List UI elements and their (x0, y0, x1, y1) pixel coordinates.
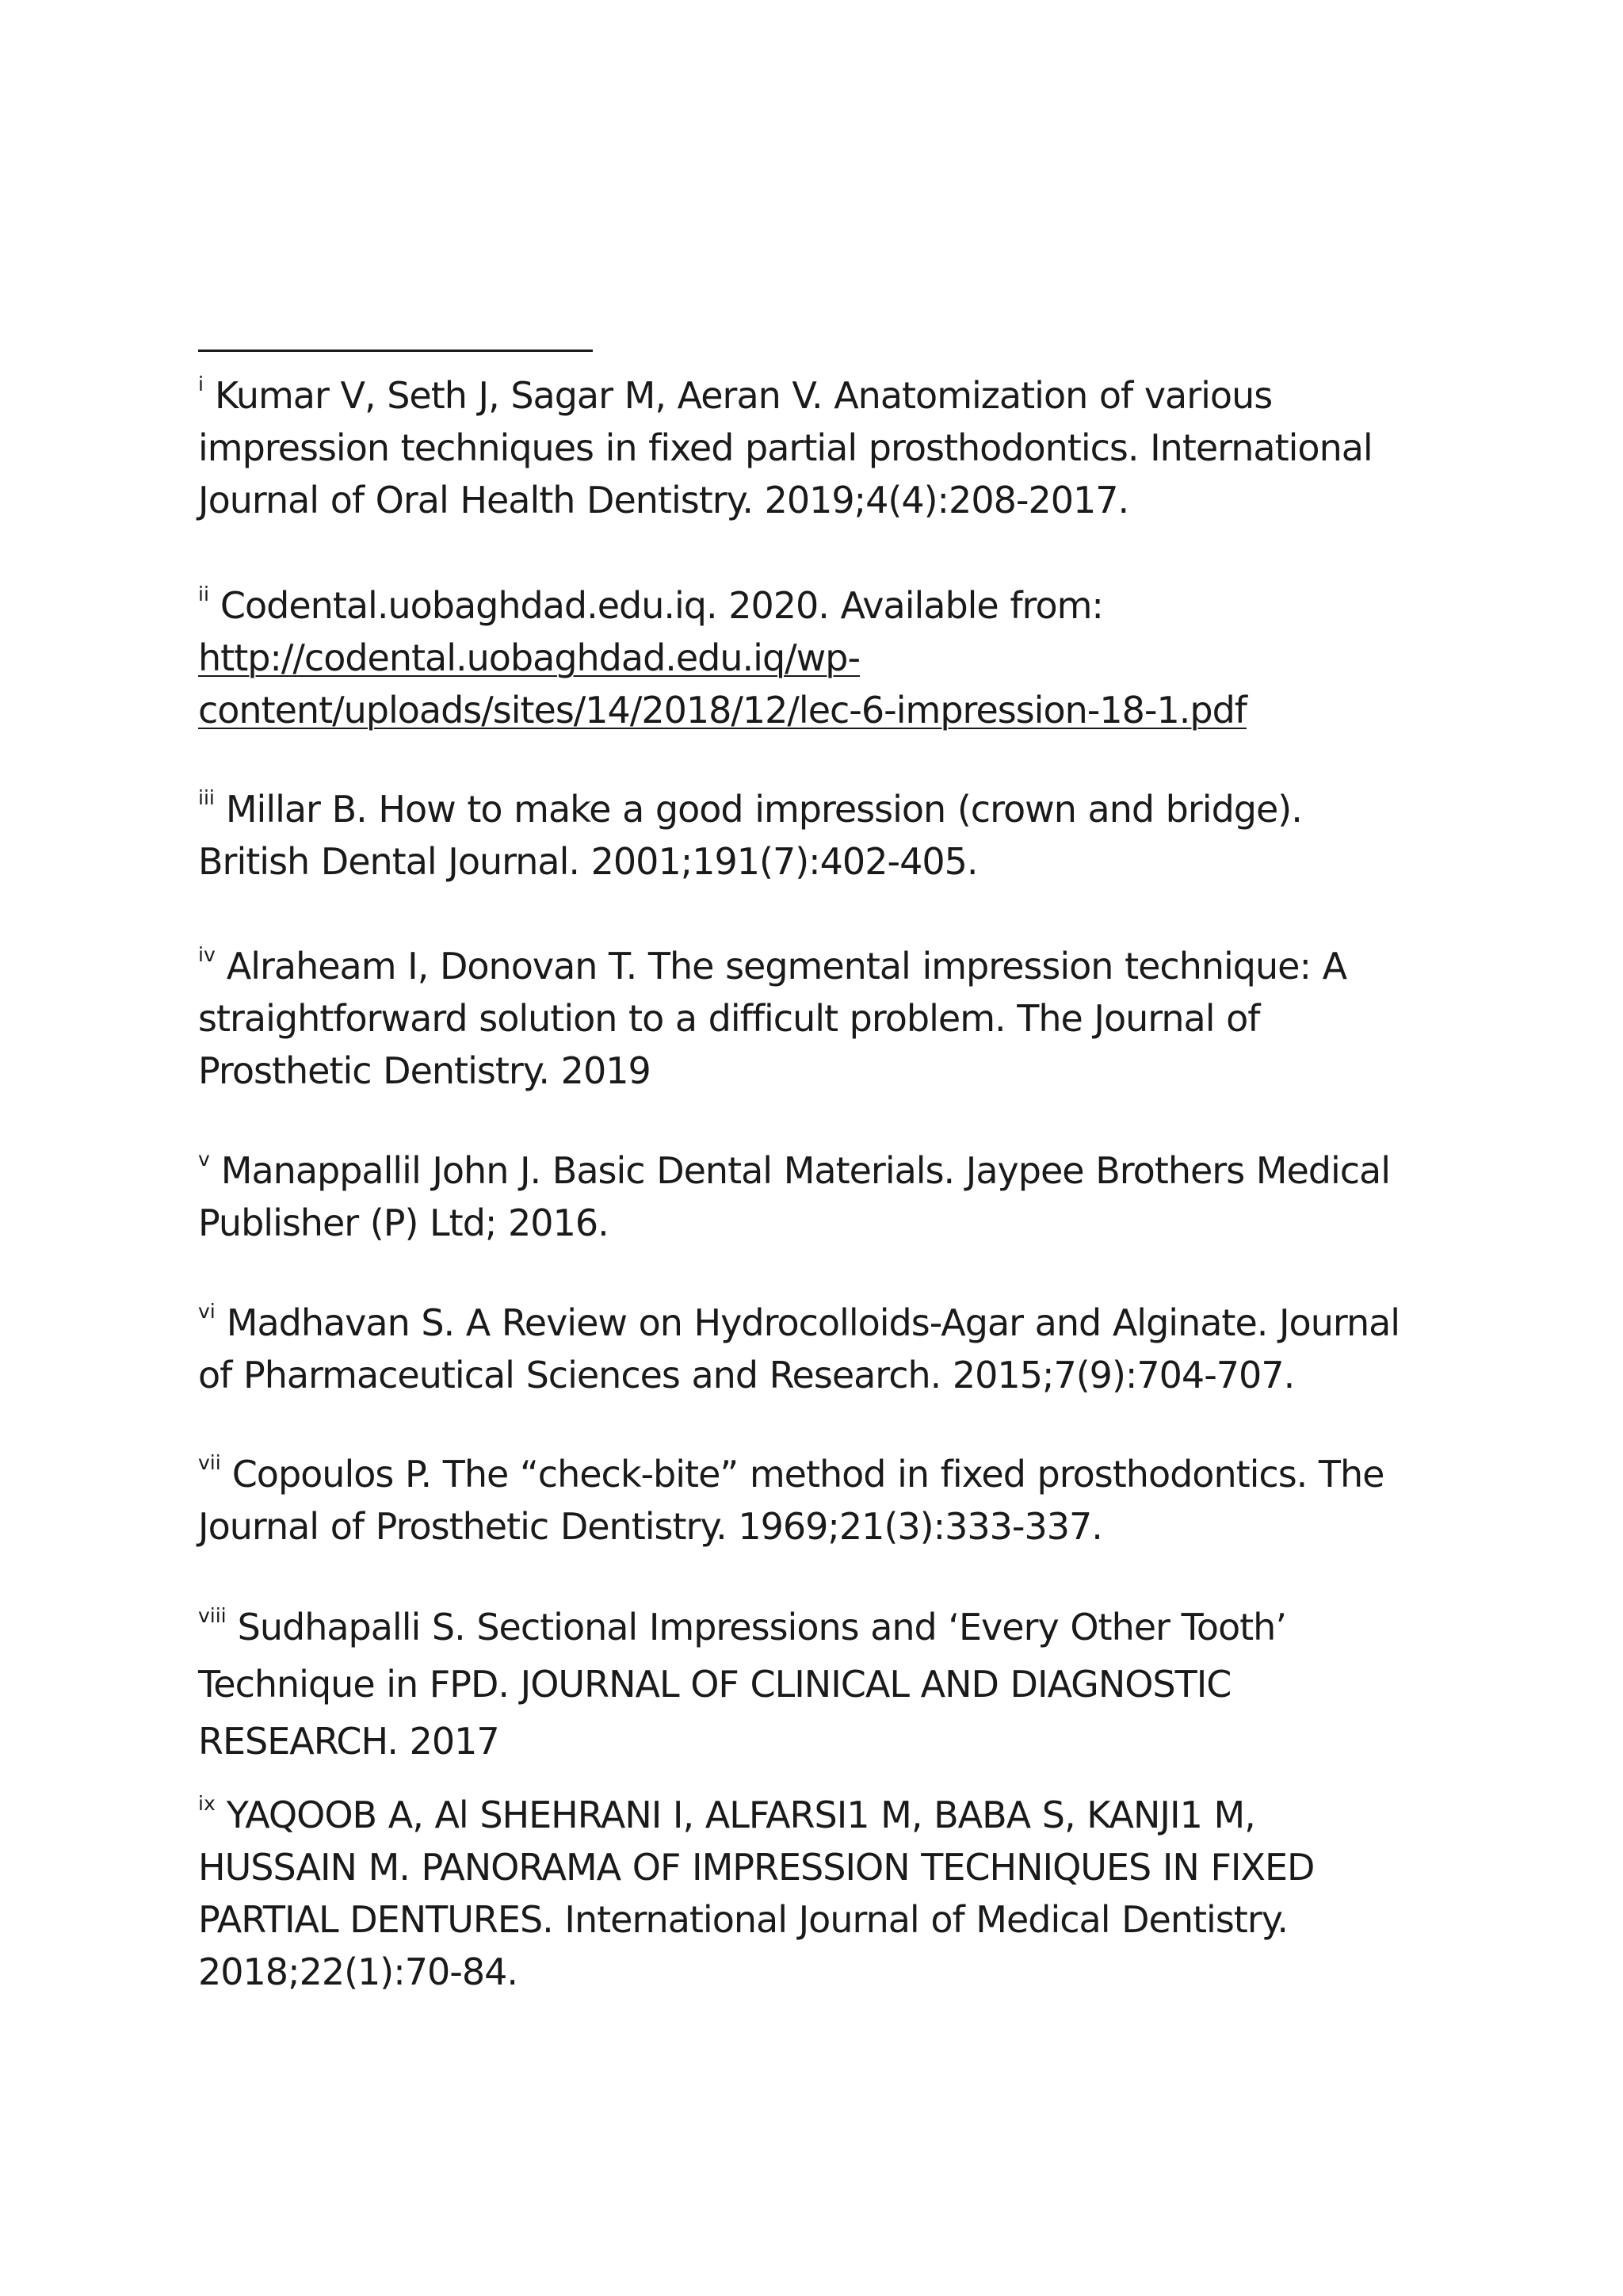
footnote-text: 2018;22(1):70-84. (198, 1950, 518, 1993)
footnote-vii (198, 1448, 1434, 1553)
footnote-iii (198, 783, 1434, 888)
footnote-marker: iv (198, 943, 216, 966)
footnote-ii (198, 579, 1434, 736)
footnote-text: Millar B. How to make a good impression (crown and bridge). (225, 788, 1302, 831)
footnote-line (198, 1599, 1434, 1656)
footnote-text: Alraheam I, Donovan T. The segmental impression technique: A (226, 945, 1347, 988)
footnote-vi (198, 1297, 1434, 1401)
footnote-text: of Pharmaceutical Sciences and Research. 2015;7(9):704-707. (198, 1354, 1295, 1396)
footnote-text: impression techniques in fixed partial prosthodontics. International (198, 426, 1373, 469)
footnote-line (198, 1789, 1434, 1841)
footnote-text: straightforward solution to a difficult problem. The Journal of (198, 997, 1260, 1040)
footnote-line (198, 579, 1434, 632)
footnote-text: Copoulos P. The “check-bite” method in fixed prosthodontics. The (231, 1453, 1384, 1496)
footnote-line (198, 1144, 1434, 1197)
footnote-marker: v (198, 1148, 210, 1171)
footnote-text: Kumar V, Seth J, Sagar M, Aeran V. Anatomization of various (214, 374, 1273, 417)
footnote-text: Journal of Oral Health Dentistry. 2019;4(4):208-2017. (198, 479, 1129, 521)
footnote-marker: vii (198, 1451, 221, 1474)
footnote-line (198, 1448, 1434, 1500)
footnote-v (198, 1144, 1434, 1249)
footnote-ix (198, 1789, 1434, 1998)
footnote-text: Madhavan S. A Review on Hydrocolloids-Agar and Alginate. Journal (226, 1301, 1400, 1344)
footnote-text: Prosthetic Dentistry. 2019 (198, 1049, 651, 1092)
footnote-line (198, 783, 1434, 835)
footnote-i (198, 369, 1434, 526)
footnote-text: RESEARCH. 2017 (198, 1720, 499, 1763)
footnote-text: British Dental Journal. 2001;191(7):402-405. (198, 840, 978, 883)
footnote-text: YAQOOB A, Al SHEHRANI I, ALFARSI1 M, BABA S, KANJI1 M, (226, 1794, 1255, 1836)
footnote-marker: iii (198, 786, 215, 809)
footnote-text: Journal of Prosthetic Dentistry. 1969;21(3):333-337. (198, 1505, 1102, 1548)
footnote-line (198, 369, 1434, 422)
footnote-marker: ix (198, 1792, 216, 1815)
footnote-link[interactable]: content/uploads/sites/14/2018/12/lec-6-impression-18-1.pdf (198, 689, 1247, 732)
footnote-marker: viii (198, 1604, 227, 1627)
footnote-link[interactable]: http://codental.uobaghdad.edu.iq/wp- (198, 636, 861, 679)
footnote-line (198, 940, 1434, 992)
footnote-text: Technique in FPD. JOURNAL OF CLINICAL AND DIAGNOSTIC (198, 1663, 1232, 1706)
footnote-text: HUSSAIN M. PANORAMA OF IMPRESSION TECHNIQUES IN FIXED (198, 1846, 1315, 1889)
footnote-text: PARTIAL DENTURES. International Journal of Medical Dentistry. (198, 1898, 1289, 1941)
footnote-text: Publisher (P) Ltd; 2016. (198, 1201, 609, 1244)
footnote-marker: i (198, 372, 204, 395)
footnote-text: Codental.uobaghdad.edu.iq. 2020. Available from: (220, 584, 1103, 627)
footnote-marker: vi (198, 1300, 216, 1323)
footnote-viii (198, 1599, 1434, 1770)
footnote-iv (198, 940, 1434, 1097)
footnote-separator (198, 350, 593, 352)
footnote-line (198, 1297, 1434, 1349)
footnote-text: Sudhapalli S. Sectional Impressions and ‘Every Other Tooth’ (237, 1606, 1286, 1648)
footnote-marker: ii (198, 583, 209, 606)
footnote-text: Manappallil John J. Basic Dental Materials. Jaypee Brothers Medical (220, 1149, 1391, 1192)
